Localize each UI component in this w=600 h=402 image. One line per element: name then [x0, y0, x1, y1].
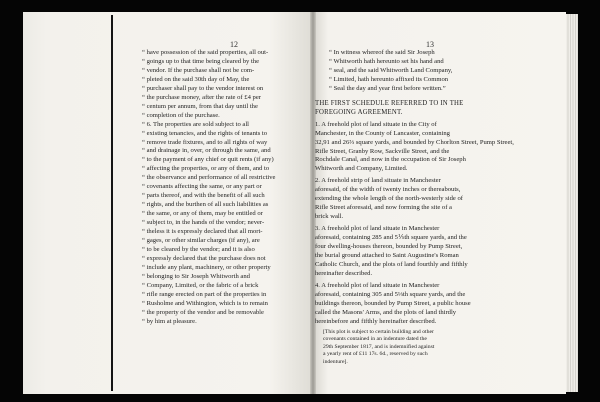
text-line: “ seal, and the said Whitworth Land Company,: [329, 66, 453, 74]
text-line: hereinafter described.: [315, 269, 373, 277]
text-line: 3. A freehold plot of land situate in Manchester: [315, 225, 440, 233]
text-line: aforesaid, containing 285 and 5⅕th square yards, and the: [315, 234, 467, 242]
text-line: 2. A freehold strip of land situate in Manchester: [315, 177, 441, 185]
text-line: “ Rusholme and Withington, which is to remain: [142, 299, 268, 307]
text-line: extending the whole length of the north-westerly side of: [315, 195, 463, 203]
left-page-number: 12: [230, 40, 238, 49]
text-line: “ In witness whereof the said Sir Joseph: [329, 49, 435, 56]
text-line: “ Limited, hath hereunto affixed its Common: [329, 75, 449, 83]
right-page-text: [315, 49, 543, 366]
text-line: “ parts thereof, and with the benefit of all such: [142, 192, 265, 200]
text-line: “ rifle range erected on part of the properties in: [142, 290, 267, 298]
text-line: “ have possession of the said properties, all out-: [142, 49, 269, 56]
text-line: “ goings up to that time being cleared by the: [142, 57, 260, 65]
text-line: Whitworth and Company, Limited.: [315, 165, 408, 173]
witness-clause: [329, 49, 543, 94]
text-line: “ remove trade fixtures, and to all rights of way: [142, 138, 268, 146]
note-line: covenants contained in an indenture dated the: [323, 336, 427, 343]
note-line: indenture].: [323, 358, 348, 365]
text-line: four dwelling-houses thereon, bounded by Pump Street,: [315, 243, 463, 251]
text-line: “ existing tenancies, and the rights of tenants to: [142, 129, 268, 137]
heading-line: THE FIRST SCHEDULE REFERRED TO IN THE: [315, 99, 464, 107]
text-line: Rochdale Canal, and now in the occupation of Sir Joseph: [315, 156, 466, 164]
right-page-number: 13: [426, 40, 434, 49]
schedule-note: [323, 329, 543, 367]
text-line: Rifle Street aforesaid, and now forming the site of a: [315, 204, 452, 212]
text-line: “ the purchase money, after the rate of £4 per: [142, 93, 261, 101]
note-line: [This plot is subject to certain building and other: [323, 328, 434, 335]
schedule-item-2: [315, 177, 543, 222]
text-line: the burial ground attached to Saint Augustine's Roman: [315, 252, 459, 260]
text-line: “ centum per annum, from that day until the: [142, 102, 258, 110]
text-line: “ and drainage in, over, or through the same, and: [142, 147, 271, 155]
schedule-item-1: [315, 121, 543, 175]
text-line: “ expressly declared that the purchase does not: [142, 254, 266, 262]
heading-line: FOREGOING AGREEMENT.: [315, 108, 403, 116]
text-line: “ Company, Limited, or the fabric of a brick: [142, 281, 259, 289]
text-line: “ the observance and performance of all restrictive: [142, 174, 276, 182]
text-line: hereinbefore and fifthly hereinafter described.: [315, 317, 437, 325]
text-line: “ subject to, in the hands of the vendor; never-: [142, 219, 265, 227]
text-line: Rifle Street, Granby Row, Sackville Street, and the: [315, 147, 450, 155]
text-line: aforesaid, containing 305 and 5⅓th square yards, and the: [315, 290, 466, 298]
text-line: 32,91 and 26⅔ square yards, and bounded by Chorlton Street, Pump Street,: [315, 138, 514, 146]
text-line: “ purchaser shall pay to the vendor interest on: [142, 84, 264, 92]
text-line: brick wall.: [315, 213, 344, 221]
text-line: “ include any plant, machinery, or other property: [142, 263, 271, 271]
text-line: “ to the payment of any chief or quit rents (if any): [142, 156, 274, 164]
text-line: “ 6. The properties are sold subject to all: [142, 120, 249, 128]
text-line: Catholic Church, and the plots of land fourthly and fifthly: [315, 260, 468, 268]
text-line: “ pleted on the said 30th day of May, the: [142, 75, 250, 83]
page-edges: [566, 14, 578, 392]
text-line: “ the same, or any of them, may be entitled or: [142, 210, 263, 218]
text-line: “ vendor. If the purchase shall not be com-: [142, 66, 255, 74]
binding-edge: [111, 15, 113, 391]
text-line: “ belonging to Sir Joseph Whitworth and: [142, 272, 250, 280]
text-line: aforesaid, of the width of twenty inches or thereabouts,: [315, 186, 461, 194]
text-line: “ to be cleared by the vendor; and it is also: [142, 245, 255, 253]
text-line: “ affecting the properties, or any of them, and to: [142, 165, 270, 173]
text-line: 4. A freehold plot of land situate in Manchester: [315, 281, 440, 289]
note-line: a yearly rent of £11 17s. 6d., reserved by such: [323, 351, 428, 358]
text-line: called the Masons' Arms, and the plots of land thirdly: [315, 308, 457, 316]
note-line: 29th September 1817, and is indemnified against: [323, 343, 435, 350]
text-line: buildings thereon, bounded by Pump Street, a public house: [315, 299, 471, 307]
text-line: 1. A freehold plot of land situate in the City of: [315, 120, 437, 128]
text-line: “ the property of the vendor and be removable: [142, 308, 264, 316]
text-line: “ Whitworth hath hereunto set his hand and: [329, 57, 444, 65]
schedule-heading: [315, 100, 543, 118]
left-page-text: [142, 49, 288, 327]
text-line: “ completion of the purchase.: [142, 111, 220, 119]
text-line: “ rights, and the burthen of all such liabilities as: [142, 201, 269, 209]
text-line: “ gages, or other similar charges (if any), are: [142, 237, 260, 245]
schedule-item-4: [315, 282, 543, 327]
text-line: Manchester, in the County of Lancaster, containing: [315, 129, 450, 137]
text-line: “ Seal the day and year first before written.”: [329, 84, 446, 92]
schedule-item-3: [315, 225, 543, 279]
text-line: “ by him at pleasure.: [142, 317, 197, 325]
text-line: “ covenants affecting the same, or any part or: [142, 183, 262, 191]
text-line: “ theless it is expressly declared that all mort-: [142, 228, 263, 236]
